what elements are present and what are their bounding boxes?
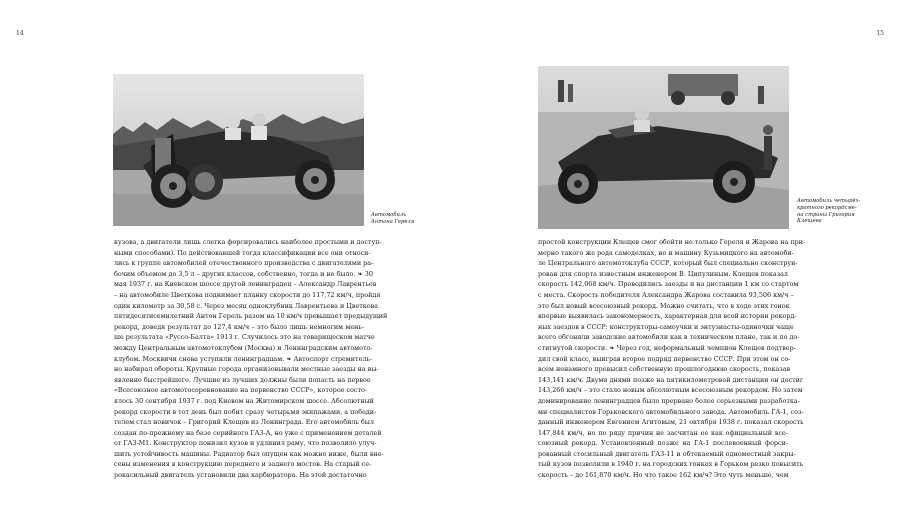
text-line: ле Центрального автомотоклуба СССР, который был специально сконструи-	[538, 259, 798, 268]
text-line: сены изменения в конструкцию переднего и заднего мостов. На старый се-	[114, 460, 372, 469]
text-line: от ГАЗ-М1. Конструктор понизил кузов и удлинил раму, что позволило улуч-	[114, 439, 377, 448]
text-line: кузова, а двигатели лишь слегка форсировались наиболее простыми и доступ-	[114, 238, 382, 246]
text-line: впервые выявилась закономерность, характерная для всей истории рекорд-	[538, 312, 797, 321]
text-line: но набирал обороты. Крупные города организовывали местные заезды на вы-	[114, 365, 379, 374]
race-car-illustration	[113, 74, 364, 226]
text-line: мая 1937 г. на Киевском шоссе другой ленинградец – Александр Лаврентьев	[114, 280, 377, 289]
text-line: 143,141 км/ч. Двумя днями позже на пятикилометровой дистанции он достиг	[538, 375, 804, 384]
text-line: ми специалистов Горьковского автомобильного завода. Автомобиль ГА-1, соз-	[538, 407, 804, 416]
photo-caption-right: Автомобиль четырёх- кратного рекордсме- на страны Григория Клещева	[797, 198, 861, 225]
photo-caption-left: Автомобиль Антона Гереля	[371, 212, 415, 225]
text-line: мерно такого же рода самоделках, но и машину Кузьмицкого на автомоби-	[538, 248, 794, 257]
text-line: рокасильный двигатель установили два карбюратора. На этой достаточно	[114, 471, 367, 480]
photo-gerel-car	[113, 74, 364, 226]
page-number-left: 14	[16, 30, 24, 37]
text-line: «Всесоюзное автомотосоревнование на первенство СССР», которое состо-	[114, 386, 368, 395]
text-line: стигнутой скорости. ❧ Через год, неформальный чемпион Клещев подтвер-	[538, 343, 796, 352]
text-line: скорость 142,068 км/ч. Проводились заезды и на дистанции 1 км со стартом	[538, 280, 799, 289]
text-line: рованный стосильный двигатель ГАЗ-11 и обтекаемый одноместный закры-	[538, 449, 796, 458]
text-line: союзный рекорд. Установленный позже на ГА-1 послевоенный форси-	[538, 439, 788, 448]
text-line: с места. Скорость победителя Александра Жарова составила 93,506 км/ч –	[538, 290, 794, 299]
text-line: рекорд скорости в тот день был побит сразу четырьмя экипажами, а победи-	[114, 407, 377, 416]
text-line: доминирование ленинградцев было прервано более серьезными разработка-	[538, 396, 800, 405]
text-line: ных заездов в СССР: конструкторы-самоучки и энтузиасты-одиночки чаще	[538, 322, 794, 331]
text-line: дил свой класс, выиграв второе подряд первенство СССР. При этом он со-	[538, 354, 791, 363]
text-line: пятидесятисемилетний Антон Герель разом на 10 км/ч превышает предыдущий	[114, 312, 388, 321]
text-line: 143,266 км/ч – это стало новым абсолютным всесоюзным рекордом. Но затем	[538, 386, 803, 395]
text-line: бочим объемом до 3,5 л – других классов, собственно, тогда и не было. ❧ 30	[114, 269, 373, 278]
text-line: простой конструкции Клещев смог обойти не только Гереля и Жарова на при-	[538, 238, 806, 246]
record-car-illustration	[538, 66, 789, 229]
text-line: создан по-прежнему на базе серийного ГАЗ-А, но уже с применением деталей	[114, 428, 382, 437]
text-line: скорость – до 161,870 км/ч. Но что такое 162 км/ч? Это чуть меньше, чем	[538, 471, 789, 480]
text-line: – на автомобиле Цветкова поднимает планку скорости до 117,72 км/ч, пройдя	[114, 290, 381, 299]
text-line: явление быстрейшего. Лучшие из лучших должны были попасть на первое	[114, 375, 371, 384]
page-number-right: 15	[876, 30, 884, 37]
text-line: ялось 30 сентября 1937 г. под Киевом на Житомирском шоссе. Абсолютный	[114, 396, 374, 405]
text-line: клубом. Москвичи снова уступили ленинградцам. ❧ Автоспорт стремитель-	[114, 354, 373, 363]
photo-kleshchev-car	[538, 66, 789, 229]
text-line: рекорд, доведя результат до 127,4 км/ч – это было лишь немногим мень-	[114, 322, 364, 331]
text-line: телем стал новичок – Григорий Клещев из Ленинграда. Его автомобиль был	[114, 418, 374, 427]
text-line: ше результата «Руссо-Балта» 1913 г. Случилось это на товарищеском матче	[114, 333, 375, 342]
text-line: это был новый всесоюзный рекорд. Можно считать, что в ходе этих гонок	[538, 301, 790, 310]
text-line: один километр за 30,58 с. Через месяц одноклубник Лаврентьева и Цветкова	[114, 301, 379, 310]
text-line: всем ненамного превысил собственную прошлогоднюю скорость, показав	[538, 365, 791, 374]
text-line: 147,844 км/ч, но по ряду причин не засчитан ее как официальный все-	[538, 428, 788, 437]
text-line: лись к группе автомобилей отечественного производства с двигателями ра-	[114, 259, 374, 268]
body-text-right	[538, 237, 806, 481]
text-line: шить устойчивость машины. Радиатор был опущен как можно ниже, были вне-	[114, 449, 384, 458]
text-line: данный инженером Евгением Агитовым, 21 октября 1938 г. показал скорость	[538, 418, 804, 427]
text-line: рован для спорта известным инженером В. Ципулиным. Клещев показал	[538, 269, 788, 278]
text-line: всего обгоняли заводские автомобили как в техническом плане, так и по до-	[538, 333, 800, 342]
text-line: между Центральным автомотоклубом (Москва) и Ленинградским автомото-	[114, 343, 373, 352]
body-text-left	[114, 237, 388, 481]
text-line: тый кузов позволили в 1940 г. на городских гонках в Горьком резко повысить	[538, 460, 804, 469]
text-line: ными способами). По действовавшей тогда классификации все они относи-	[114, 248, 371, 257]
